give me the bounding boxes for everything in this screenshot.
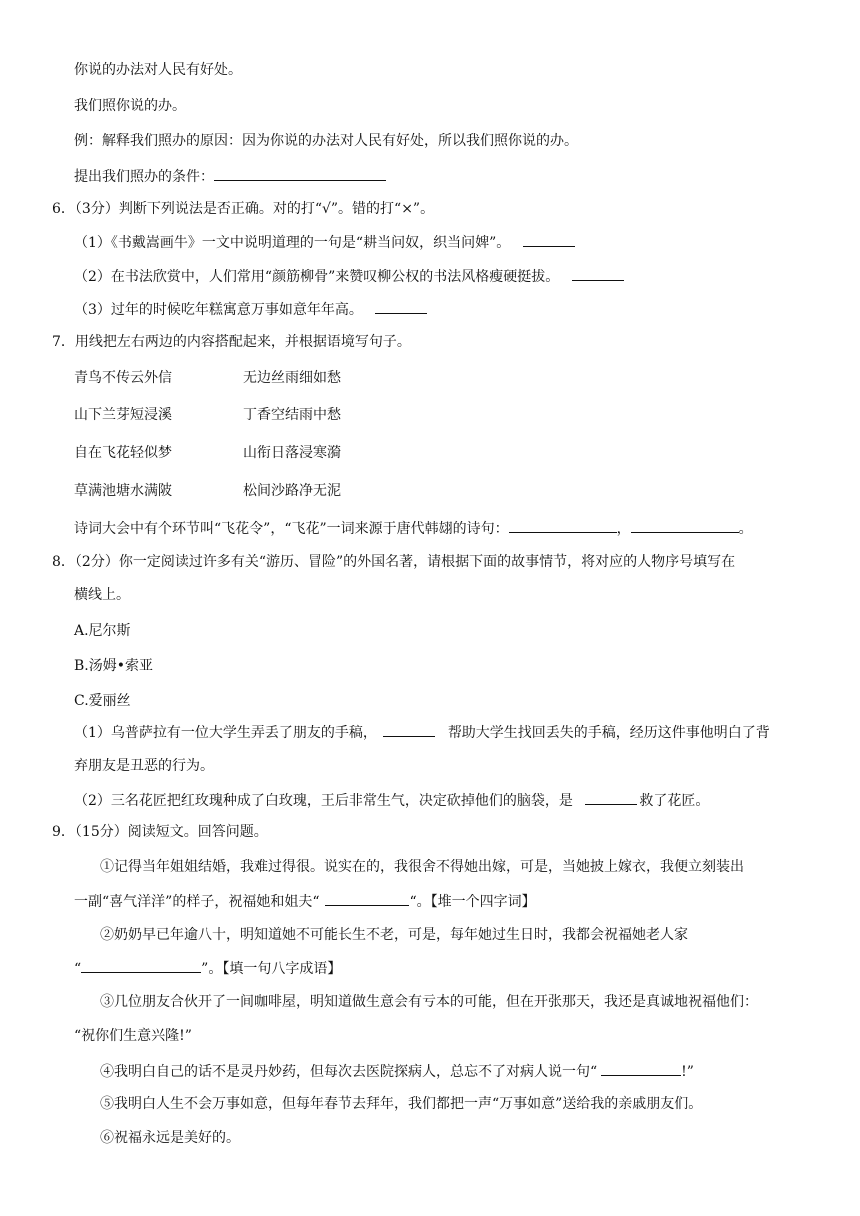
q8-stem-2: 横线上。 <box>74 587 130 603</box>
q9-para-5: ⑤我明白人生不会万事如意，但每年春节去拜年，我们都把一声“万事如意”送给我的亲戚朋友们。 <box>100 1096 703 1112</box>
q7-left-1[interactable]: 青鸟不传云外信 <box>74 370 172 386</box>
q8-option-a: A.尼尔斯 <box>74 623 131 639</box>
intro-line-2: 我们照你说的办。 <box>74 98 186 114</box>
q8-item-1 <box>74 722 770 743</box>
intro-line-1: 你说的办法对人民有好处。 <box>74 62 242 78</box>
q6-item-2-blank[interactable] <box>572 266 624 281</box>
q7-right-4[interactable]: 松间沙路净无泥 <box>243 483 341 499</box>
intro-line-4 <box>74 166 386 187</box>
q6-item-3 <box>74 299 427 320</box>
q6-item-1 <box>74 232 575 253</box>
q9-para-4-text: ④我明白自己的话不是灵丹妙药，但每次去医院探病人，总忘不了对病人说一句“ <box>100 1064 598 1080</box>
q7-blank-2[interactable] <box>631 518 739 533</box>
q9-para-6: ⑥祝福永远是美好的。 <box>100 1130 240 1146</box>
q6-item-3-text: （3）过年的时候吃年糕寓意万事如意年年高。 <box>74 302 363 318</box>
q8-item-2 <box>74 790 709 811</box>
q8-item-1-text-b: 帮助大学生找回丢失的手稿，经历这件事他明白了背 <box>447 725 770 741</box>
q7-prompt-text: 诗词大会中有个环节叫“飞花令”，“飞花”一词来源于唐代韩翃的诗句： <box>74 521 509 537</box>
q7-right-2[interactable]: 丁香空结雨中愁 <box>243 407 341 423</box>
q9-para-1: ①记得当年姐姐结婚，我难过得很。说实在的，我很舍不得她出嫁，可是，当她披上嫁衣，我便立刻装出 <box>100 859 744 875</box>
q8-item-1-blank[interactable] <box>383 722 435 737</box>
q6-item-3-blank[interactable] <box>375 299 427 314</box>
q8-option-b: B.汤姆•索亚 <box>74 658 153 674</box>
q9-para-2-open: “ <box>74 961 82 977</box>
q7-end: 。 <box>738 521 753 537</box>
q9-stem: 9．（15分）阅读短文。回答问题。 <box>52 824 268 840</box>
q6-item-2-text: （2）在书法欣赏中，人们常用“颜筋柳骨”来赞叹柳公权的书法风格瘦硬挺拔。 <box>74 269 560 285</box>
q8-stem-1: 8．（2分）你一定阅读过许多有关“游历、冒险”的外国名著，请根据下面的故事情节，将对应的人物序号填写在 <box>52 554 736 570</box>
q8-item-1-text-a: （1）乌普萨拉有一位大学生弄丢了朋友的手稿， <box>74 725 377 741</box>
q9-para-2: ②奶奶早已年逾八十，明知道她不可能长生不老，可是，每年她过生日时，我都会祝福她老人家 <box>100 927 688 943</box>
q9-blank-1[interactable] <box>325 891 409 906</box>
condition-answer-blank[interactable] <box>214 166 386 181</box>
q9-para-2-cont <box>74 958 341 979</box>
q7-prompt <box>74 518 753 539</box>
q7-left-3[interactable]: 自在飞花轻似梦 <box>74 445 172 461</box>
q9-para-1-text: 一副“喜气洋洋”的样子，祝福她和姐夫“ <box>74 894 320 910</box>
q7-left-4[interactable]: 草满池塘水满陂 <box>74 483 172 499</box>
q6-stem: 6．（3分）判断下列说法是否正确。对的打“√”。错的打“×”。 <box>52 201 435 217</box>
q9-para-3-cont: “祝你们生意兴隆!” <box>74 1028 192 1044</box>
q7-stem: 7．用线把左右两边的内容搭配起来，并根据语境写句子。 <box>52 334 411 350</box>
q7-blank-1[interactable] <box>509 518 617 533</box>
q8-item-1-cont: 弃朋友是丑恶的行为。 <box>74 758 214 774</box>
q9-para-2-hint: ”。【填一句八字成语】 <box>201 961 342 977</box>
q9-para-3: ③几位朋友合伙开了一间咖啡屋，明知道做生意会有亏本的可能，但在开张那天，我还是真诚地祝福他们： <box>100 994 758 1010</box>
q9-para-1-hint: “。【堆一个四字词】 <box>409 894 536 910</box>
q9-blank-2[interactable] <box>81 958 201 973</box>
q9-blank-3[interactable] <box>601 1061 681 1076</box>
q9-para-4 <box>100 1061 694 1082</box>
condition-label: 提出我们照办的条件： <box>74 169 214 185</box>
q8-item-2-text-b: 救了花匠。 <box>639 793 710 809</box>
q8-item-2-text-a: （2）三名花匠把红玫瑰种成了白玫瑰，王后非常生气，决定砍掉他们的脑袋，是 <box>74 793 573 809</box>
q6-item-1-blank[interactable] <box>523 232 575 247</box>
q9-para-4-close: !” <box>681 1064 694 1080</box>
q7-left-2[interactable]: 山下兰芽短浸溪 <box>74 407 172 423</box>
q8-item-2-blank[interactable] <box>585 790 637 805</box>
q7-right-1[interactable]: 无边丝雨细如愁 <box>243 370 341 386</box>
q6-item-1-text: （1）《书戴嵩画牛》一文中说明道理的一句是“耕当问奴，织当问婢”。 <box>74 235 511 251</box>
intro-line-3: 例：解释我们照办的原因：因为你说的办法对人民有好处，所以我们照你说的办。 <box>74 133 578 149</box>
q8-option-c: C.爱丽丝 <box>74 693 131 709</box>
q7-sep: ， <box>616 521 631 537</box>
q6-item-2 <box>74 266 624 287</box>
q9-para-1-cont <box>74 891 536 912</box>
q7-right-3[interactable]: 山衔日落浸寒漪 <box>243 445 341 461</box>
